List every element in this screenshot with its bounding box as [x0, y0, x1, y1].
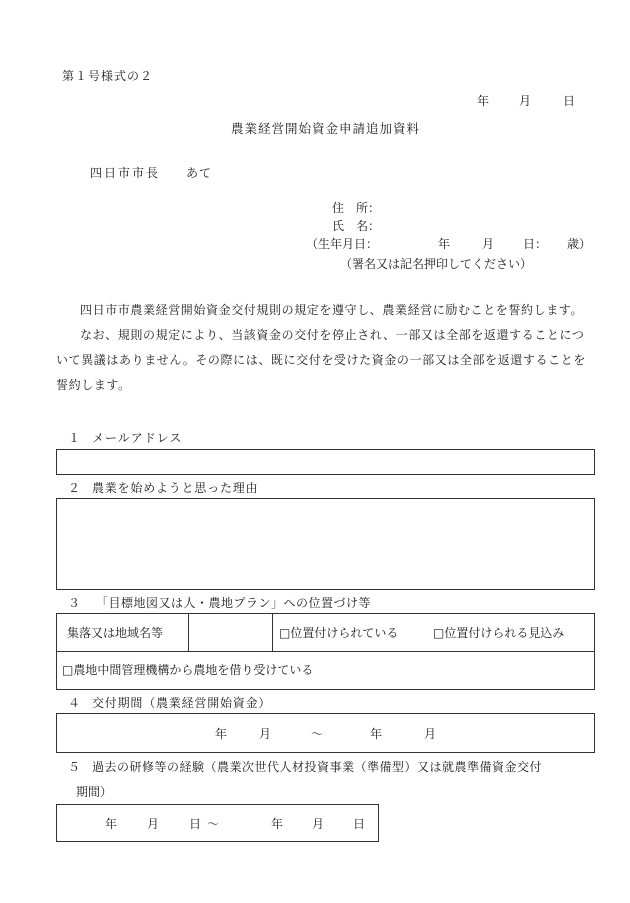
expected-checkbox[interactable]: □位置付けられる見込み: [433, 626, 565, 640]
lease-checkbox[interactable]: □農地中間管理機構から農地を借り受けている: [62, 663, 314, 677]
positioned-checkbox[interactable]: □位置付けられている: [279, 626, 399, 640]
oath-paragraph-2: なお、規則の規定により、当該資金の交付を停止され、一部又は全部を返還することについて異議はありません。その際には、既に交付を受けた資金の一部又は全部を返還することを誓約します。: [56, 328, 586, 392]
period-year-1: 年: [215, 727, 228, 741]
period-month-1: 月: [259, 727, 272, 741]
date-day-label: 日: [563, 94, 576, 108]
period-year-2: 年: [370, 727, 383, 741]
section-3-number: ３: [68, 596, 81, 610]
page-title: 農業経営開始資金申請追加資料: [231, 121, 421, 136]
training-year-2: 年: [271, 817, 284, 831]
period-month-2: 月: [424, 727, 437, 741]
section-5-label-line-2: 期間）: [76, 785, 113, 799]
email-field[interactable]: [56, 449, 595, 475]
reason-textarea[interactable]: [56, 498, 595, 590]
plan-table-col-divider-1: [188, 614, 189, 651]
plan-table: [56, 613, 595, 690]
section-5-label-line-1: 過去の研修等の経験（農業次世代人材投資事業（準備型）又は就農準備資金交付: [92, 760, 543, 774]
training-tilde: ～: [207, 817, 220, 831]
area-name-label: 集落又は地域名等: [67, 626, 164, 640]
birth-month-label: 月: [482, 237, 495, 251]
section-2-label: 農業を始めようと思った理由: [92, 481, 259, 495]
addressee-suffix: あて: [186, 166, 213, 180]
training-month-2: 月: [312, 817, 325, 831]
birth-age-label: 歳）: [567, 237, 592, 251]
section-2-number: ２: [68, 481, 81, 495]
signature-note: （署名又は記名押印してください）: [340, 257, 533, 271]
oath-paragraphs: [56, 298, 596, 398]
section-1-number: １: [68, 431, 81, 445]
training-month-1: 月: [147, 817, 160, 831]
oath-paragraph-1: 四日市市農業経営開始資金交付規則の規定を遵守し、農業経営に励むことを誓約します。: [80, 303, 584, 317]
section-3-label: 「目標地図又は人・農地プラン」への位置づけ等: [96, 596, 372, 610]
training-period-field[interactable]: [56, 804, 379, 842]
section-4-number: ４: [68, 696, 81, 710]
birth-year-label: 年: [438, 237, 451, 251]
form-number: 第１号様式の２: [62, 69, 154, 83]
date-month-label: 月: [519, 94, 532, 108]
training-day-1: 日: [189, 817, 202, 831]
training-day-2: 日: [353, 817, 366, 831]
date-year-label: 年: [477, 94, 490, 108]
period-tilde: ～: [311, 727, 324, 741]
area-name-input[interactable]: [194, 627, 266, 643]
plan-table-row-divider: [57, 651, 594, 652]
birthdate-label: （生年月日：: [306, 237, 379, 251]
grant-period-field[interactable]: [56, 713, 595, 753]
section-1-label: メールアドレス: [92, 431, 183, 445]
training-year-1: 年: [105, 817, 118, 831]
plan-table-col-divider-2: [272, 614, 273, 651]
name-label: 氏 名：: [332, 219, 381, 233]
addressee-name: 四日市市長: [90, 166, 161, 180]
section-4-label: 交付期間（農業経営開始資金）: [92, 696, 272, 710]
address-label: 住 所：: [332, 201, 381, 215]
section-5-number: ５: [68, 760, 81, 774]
birth-day-label: 日：: [523, 237, 548, 251]
